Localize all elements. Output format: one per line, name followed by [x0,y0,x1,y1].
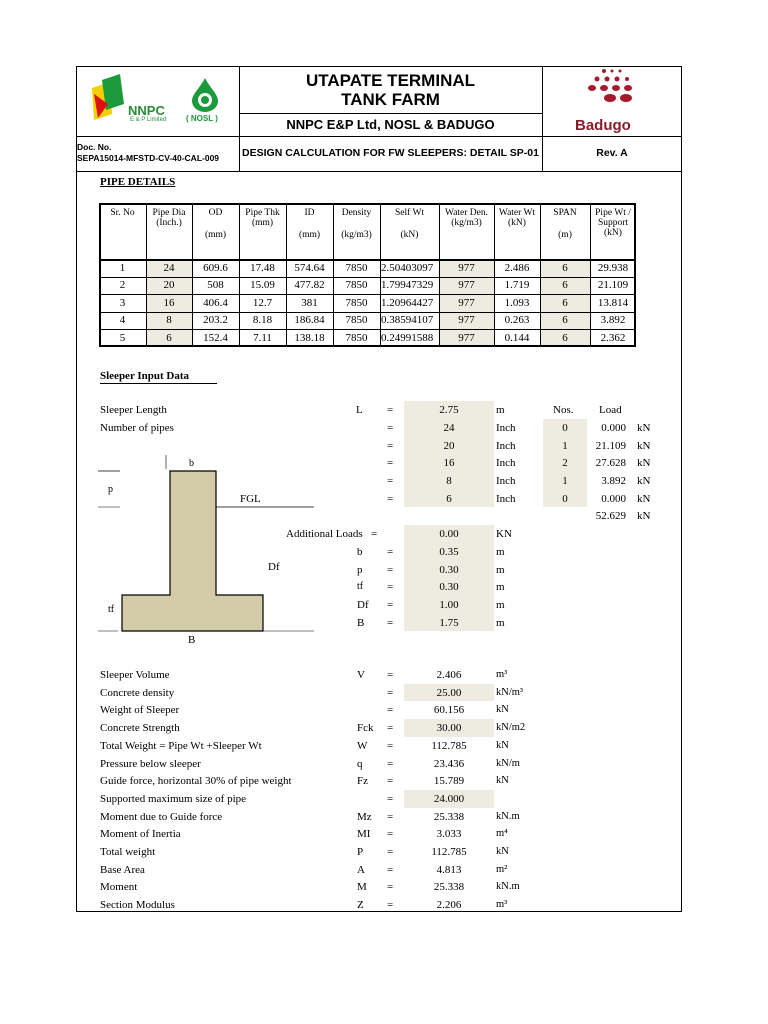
calc-sym: P [357,846,364,858]
number-of-pipes-label: Number of pipes [100,422,174,434]
calc-val: 25.338 [433,881,465,894]
calc-eq: = [387,846,394,858]
calc-unit: kN [496,739,509,751]
calc-sym: Fck [357,722,374,735]
calc-label: Section Modulus [100,899,175,912]
calc-sym: A [357,863,365,876]
badugo-logo-icon [582,68,642,109]
table-row-line [99,294,636,295]
pipe-eq: = [387,439,394,452]
table-header: Water Wt (kN) [498,208,536,228]
calc-unit: kN [496,846,509,857]
pipe-eq: = [387,422,394,434]
table-header-unit: (m) [558,230,572,240]
dim-sym: B [357,616,365,629]
table-cell: 13.814 [597,296,629,309]
dim-val: 1.75 [439,616,459,629]
dim-unit: m [496,616,505,629]
calc-eq: = [387,722,394,735]
calc-val: 24.000 [433,792,465,805]
table-cell: 8 [166,314,172,326]
diagram-label-tf: tf [108,604,115,615]
dim-unit: m [496,546,505,558]
table-cell: 0.263 [504,314,530,326]
badugo-logo-text: Badugo [575,117,631,134]
table-cell: 574.64 [294,261,325,274]
table-header: Pipe Dia (Inch.) [152,208,186,228]
table-cell: 381 [301,296,318,309]
table-cell: 3 [119,296,126,309]
calc-eq: = [387,792,394,805]
pipe-load: 0.000 [601,492,626,505]
table-cell: 16 [163,296,175,309]
calc-label: Sleeper Volume [100,669,170,681]
calc-val: 3.033 [436,828,462,841]
diagram-label-fgl: FGL [240,493,261,505]
calc-unit: kN/m2 [496,722,526,734]
header-divider [76,171,682,172]
pipe-size: 20 [443,439,455,452]
pipe-unit: Inch [496,492,516,505]
diagram-label-b: b [189,458,194,469]
pipe-size: 24 [443,422,455,434]
nosl-logo-icon [192,78,218,117]
table-cell: 977 [458,296,475,309]
calc-eq: = [387,863,394,876]
table-cell: 15.09 [250,279,275,291]
nnpc-logo-subtext: E & P Limited [130,117,167,123]
calc-val: 60.156 [433,704,465,717]
calc-unit: m³ [496,669,508,680]
table-cell: 6 [562,296,568,309]
table-header: ID [304,208,315,218]
dim-sym: tf [357,581,364,593]
calc-val: 30.00 [436,722,462,735]
calc-label: Concrete Strength [100,722,180,735]
table-cell: 6 [562,279,568,291]
calc-unit: kN [496,704,509,716]
table-header-unit: (kg/m3) [341,230,372,240]
table-cell: 1.20964427 [381,296,434,309]
sleeper-input-title: Sleeper Input Data [100,370,190,382]
calc-sym: q [357,757,363,770]
calc-val: 23.436 [433,757,465,770]
table-cell: 152.4 [203,331,228,344]
header-divider [239,113,542,114]
table-cell: 977 [458,314,475,326]
table-row-line [99,312,636,313]
sleeper-length-unit: m [496,404,505,416]
table-cell: 29.938 [597,261,629,274]
table-cell: 4 [119,314,126,326]
title-line2: TANK FARM [341,90,440,109]
table-cell: 0.144 [504,331,530,344]
pipe-load: 3.892 [601,475,626,488]
calc-label: Total Weight = Pipe Wt +Sleeper Wt [100,739,262,752]
pipe-eq: = [387,475,394,488]
table-cell: 7850 [345,296,368,309]
table-header-unit: (kN) [400,230,419,240]
total-load-unit: kN [637,510,651,522]
calc-label: Concrete density [100,686,175,699]
diagram-label-B: B [188,634,196,646]
table-row-line [99,277,636,278]
calc-unit: m⁴ [496,828,508,840]
calc-unit: m² [496,863,508,875]
table-header: Density [341,208,372,218]
table-cell: 1.79947329 [381,279,434,291]
table-cell: 5 [119,331,126,344]
dim-unit: m [496,581,505,594]
dim-sym: Df [357,599,369,612]
table-cell: 477.82 [294,279,325,291]
calc-label: Moment of Inertia [100,828,181,841]
table-cell: 7850 [345,279,368,291]
dim-eq: = [387,563,394,576]
table-header-unit: (mm) [204,230,227,240]
pipe-load-unit: kN [637,475,651,488]
table-header: Sr. No [110,208,135,218]
dim-unit: m [496,599,505,612]
calc-eq: = [387,686,394,699]
table-cell: 186.84 [294,314,325,326]
nnpc-logo-text: NNPC [128,103,165,118]
table-cell: 977 [458,279,475,291]
calc-eq: = [387,828,394,841]
sleeper-length-val: 2.75 [439,404,459,416]
pipe-load: 27.628 [595,457,626,470]
sleeper-length-eq: = [387,404,394,416]
pipe-unit: Inch [496,439,516,452]
table-cell: 24 [163,261,175,274]
table-cell: 7.11 [253,331,272,344]
calc-val: 25.338 [433,810,465,823]
revision: Rev. A [596,147,628,159]
table-header: Water Den. (kg/m3) [444,208,489,228]
table-header: Pipe Thk (mm) [245,208,280,228]
table-cell: 0.24991588 [381,331,434,344]
calc-label: Supported maximum size of pipe [100,792,247,805]
table-header-unit: (mm) [298,230,321,240]
subtitle: NNPC E&P Ltd, NOSL & BADUGO [286,117,495,132]
pipe-nos: 1 [562,475,568,488]
pipe-load: 0.000 [601,422,626,434]
calc-eq: = [387,881,394,894]
additional-loads-eq: = [371,528,378,540]
dim-val: 0.35 [439,546,459,558]
dim-val: 0.30 [439,581,459,594]
header-divider [76,136,682,137]
title-line1: UTAPATE TERMINAL [305,71,476,90]
calc-val: 2.406 [436,669,462,681]
dim-eq: = [387,599,394,612]
table-cell: 609.6 [203,261,228,274]
calc-unit: kN/m³ [496,686,524,698]
pipe-nos: 1 [562,439,568,452]
dim-sym: b [357,546,363,558]
table-cell: 6 [562,314,568,326]
table-header: Self Wt [394,208,425,218]
table-cell: 7850 [345,261,368,274]
calc-val: 4.813 [436,863,462,876]
table-cell: 6 [562,261,568,274]
dim-eq: = [387,546,394,558]
table-cell: 203.2 [203,314,228,326]
table-cell: 138.18 [294,331,325,344]
calc-eq: = [387,775,394,788]
dim-val: 1.00 [439,599,459,612]
sleeper-diagram [98,455,318,660]
calc-label: Moment [100,881,138,894]
pipe-unit: Inch [496,475,516,488]
additional-loads-unit: KN [496,528,512,540]
table-cell: 7850 [345,331,368,344]
pipe-size: 8 [446,475,452,488]
calc-eq: = [387,739,394,752]
table-cell: 977 [458,261,475,274]
dim-eq: = [387,581,394,594]
pipe-load-unit: kN [637,439,651,452]
table-cell: 6 [562,331,568,344]
pipe-nos: 0 [562,422,568,434]
table-cell: 8.18 [252,314,273,326]
table-header: SPAN [553,208,577,218]
table-cell: 17.48 [250,261,275,274]
pipe-nos: 2 [562,457,568,470]
table-cell: 977 [458,331,475,344]
pipe-load-unit: kN [637,457,651,470]
table-cell: 406.4 [203,296,228,309]
calc-val: 25.00 [436,686,462,699]
doc-no-label: Doc. No. [77,142,112,152]
table-cell: 1.093 [504,296,530,309]
calc-eq: = [387,899,394,912]
dim-eq: = [387,616,394,629]
calc-unit: kN/m [496,757,520,769]
pipe-load: 21.109 [595,439,626,452]
dim-sym: p [357,563,363,576]
title-underline [100,383,217,384]
pipe-unit: Inch [496,422,516,434]
pipe-unit: Inch [496,457,516,470]
diagram-label-df: Df [268,561,280,573]
sleeper-length-label: Sleeper Length [100,404,167,416]
doc-title: DESIGN CALCULATION FOR FW SLEEPERS: DETAIL SP-01 [242,147,539,159]
table-cell: 21.109 [597,279,629,291]
additional-loads-label: Additional Loads [286,528,363,540]
pipe-eq: = [387,492,394,505]
additional-loads-val: 0.00 [439,528,459,540]
calc-sym: M [357,881,367,894]
table-cell: 0.38594107 [381,314,434,326]
calc-unit: kN.m [496,810,520,822]
calc-eq: = [387,757,394,770]
pipe-size: 6 [446,492,452,505]
sleeper-length-sym: L [356,404,363,416]
table-header: Pipe Wt / Support (kN) [595,208,631,238]
calc-label: Total weight [100,846,156,858]
calc-unit: kN [496,775,509,787]
calc-unit: m³ [496,899,508,911]
calc-val: 15.789 [433,775,465,788]
nosl-logo-text: ( NOSL ) [186,114,218,123]
table-cell: 1.719 [504,279,530,291]
calc-eq: = [387,810,394,823]
table-cell: 20 [163,279,175,291]
dim-val: 0.30 [439,563,459,576]
calc-sym: V [357,669,365,681]
table-cell: 508 [207,279,224,291]
pipes-load-header: Load [599,404,622,416]
calc-sym: W [357,739,368,752]
diagram-label-p: p [108,484,113,495]
calc-unit: kN.m [496,881,520,893]
section-pipe-title: PIPE DETAILS [100,176,176,188]
calc-label: Guide force, horizontal 30% of pipe weight [100,775,292,788]
calc-label: Moment due to Guide force [100,810,223,823]
table-cell: 2 [119,279,126,291]
table-cell: 3.892 [600,314,626,326]
table-cell: 7850 [345,314,368,326]
pipe-size: 16 [443,457,455,470]
calc-val: 112.785 [431,739,467,752]
doc-no: SEPA15014-MFSTD-CV-40-CAL-009 [77,153,220,163]
table-cell: 2.362 [600,331,626,344]
total-load: 52.629 [595,510,626,522]
table-header: OD [208,208,223,218]
calc-eq: = [387,704,394,717]
table-cell: 2.50403097 [381,261,434,274]
pipe-load-unit: kN [637,422,651,434]
table-cell: 12.7 [252,296,273,309]
table-cell: 2.486 [504,261,530,274]
calc-sym: Fz [357,775,368,788]
calc-label: Pressure below sleeper [100,757,201,770]
table-row-line [99,329,636,330]
calc-sym: Mz [357,810,372,823]
pipe-load-unit: kN [637,492,651,505]
calc-val: 112.785 [431,846,467,858]
calc-label: Weight of Sleeper [100,704,180,717]
pipe-eq: = [387,457,394,470]
pipe-nos: 0 [562,492,568,505]
table-cell: 1 [119,261,126,274]
dim-unit: m [496,563,505,576]
calc-eq: = [387,669,394,681]
calc-sym: MI [357,828,371,841]
calc-val: 2.206 [436,899,462,912]
calc-sym: Z [357,899,364,912]
table-cell: 6 [166,331,172,344]
calc-label: Base Area [100,863,145,876]
pipes-nos-header: Nos. [553,404,574,416]
